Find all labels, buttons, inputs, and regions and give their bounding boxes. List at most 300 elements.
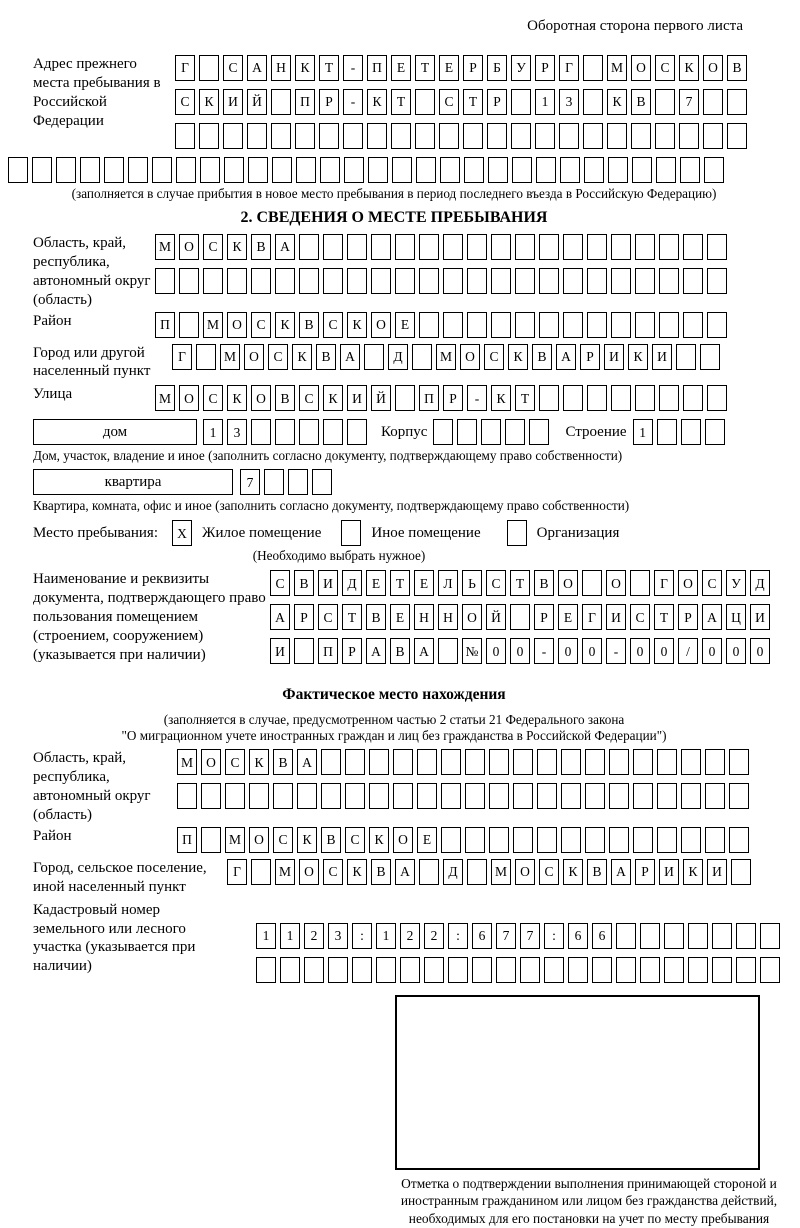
char-cell: К (367, 89, 387, 115)
char-cell: Р (635, 859, 655, 885)
char-cell (731, 859, 751, 885)
char-cell: В (366, 604, 386, 630)
char-cell (587, 312, 607, 338)
char-cell (537, 783, 557, 809)
char-cell (489, 749, 509, 775)
char-cell: 6 (592, 923, 612, 949)
city-label: Город или другой населенный пункт (33, 344, 151, 380)
char-cell (707, 268, 727, 294)
char-cell (585, 827, 605, 853)
char-cell: А (270, 604, 290, 630)
street-row (155, 385, 727, 411)
apartment-note: Квартира, комната, офис и иное (заполнить согласно документу, подтверждающему право собственности) (33, 498, 630, 514)
char-cell (347, 268, 367, 294)
char-cell: 6 (568, 923, 588, 949)
char-cell: 7 (679, 89, 699, 115)
char-cell: М (607, 55, 627, 81)
char-cell: С (323, 312, 343, 338)
char-cell (288, 469, 308, 495)
char-cell (536, 157, 556, 183)
char-cell (703, 123, 723, 149)
char-cell (563, 312, 583, 338)
document-field (33, 570, 765, 672)
stroenie-cells (633, 419, 725, 445)
actual-location-note-1: (заполняется в случае, предусмотренном частью 2 статьи 21 Федерального закона (163, 712, 625, 728)
char-cell: О (371, 312, 391, 338)
char-cell (705, 783, 725, 809)
char-cell (272, 157, 292, 183)
char-cell: 0 (702, 638, 722, 664)
confirmation-stamp-box (395, 995, 760, 1170)
street-field (33, 385, 755, 411)
char-cell: 3 (227, 419, 247, 445)
char-cell: С (655, 55, 675, 81)
char-cell (319, 123, 339, 149)
char-cell (280, 957, 300, 983)
char-cell (657, 827, 677, 853)
char-cell (419, 268, 439, 294)
char-cell (32, 157, 52, 183)
house-row (33, 419, 755, 445)
char-cell: И (652, 344, 672, 370)
char-cell (345, 783, 365, 809)
char-cell: Р (463, 55, 483, 81)
char-cell (412, 344, 432, 370)
char-cell (467, 268, 487, 294)
char-cell (539, 268, 559, 294)
actual-location-note-2: "О миграционном учете иностранных граждан и лиц без гражданства в Российской Федерации") (121, 728, 667, 744)
char-cell (251, 419, 271, 445)
char-cell (467, 312, 487, 338)
char-cell (369, 783, 389, 809)
char-cell: : (544, 923, 564, 949)
char-cell (491, 312, 511, 338)
char-cell (505, 419, 525, 445)
cadastral-rows (223, 901, 780, 991)
char-cell (705, 827, 725, 853)
char-cell (152, 157, 172, 183)
char-cell (635, 312, 655, 338)
char-cell (419, 312, 439, 338)
char-cell (683, 268, 703, 294)
char-cell (441, 827, 461, 853)
char-cell (199, 55, 219, 81)
char-cell (273, 783, 293, 809)
char-cell: 6 (472, 923, 492, 949)
char-cell (176, 157, 196, 183)
char-cell: К (297, 827, 317, 853)
char-cell: Т (510, 570, 530, 596)
char-cell: К (508, 344, 528, 370)
char-cell (700, 344, 720, 370)
char-cell (609, 783, 629, 809)
char-cell (465, 749, 485, 775)
char-cell: М (155, 385, 175, 411)
char-cell (657, 783, 677, 809)
char-cell (736, 957, 756, 983)
actual-region-rows (177, 749, 749, 817)
char-cell: В (534, 570, 554, 596)
char-cell (347, 419, 367, 445)
char-cell (249, 783, 269, 809)
apartment-row (33, 469, 755, 495)
char-cell (655, 89, 675, 115)
char-cell: 2 (400, 923, 420, 949)
char-cell (515, 234, 535, 260)
char-cell (655, 123, 675, 149)
char-cell: Б (487, 55, 507, 81)
house-note: Дом, участок, владение и иное (заполнить согласно документу, подтверждающему право собственности) (33, 448, 623, 464)
other-premises-label: Иное помещение (371, 525, 481, 542)
char-cell: И (707, 859, 727, 885)
char-cell (679, 123, 699, 149)
char-cell: М (155, 234, 175, 260)
char-cell (529, 419, 549, 445)
char-cell: К (323, 385, 343, 411)
char-cell: 1 (203, 419, 223, 445)
char-cell: О (703, 55, 723, 81)
char-cell: О (179, 234, 199, 260)
char-cell: Т (463, 89, 483, 115)
char-cell: 0 (630, 638, 650, 664)
actual-region-row-2 (177, 783, 749, 809)
char-cell (583, 55, 603, 81)
prev-address-note: (заполняется в случае прибытия в новое место пребывания в период последнего въезда в Российскую Федерацию) (71, 186, 717, 201)
organization-checkbox[interactable] (507, 520, 527, 546)
char-cell: В (275, 385, 295, 411)
char-cell (681, 783, 701, 809)
char-cell: Г (654, 570, 674, 596)
char-cell (80, 157, 100, 183)
char-cell (464, 157, 484, 183)
char-cell (433, 419, 453, 445)
char-cell (729, 749, 749, 775)
char-cell: С (175, 89, 195, 115)
apartment-cells (240, 469, 332, 495)
prev-address-rows (175, 55, 747, 157)
page-header-note: Оборотная сторона первого листа (527, 18, 743, 34)
char-cell: 7 (520, 923, 540, 949)
char-cell (491, 268, 511, 294)
char-cell (657, 749, 677, 775)
stay-type-row (33, 520, 755, 546)
char-cell: А (275, 234, 295, 260)
char-cell: В (532, 344, 552, 370)
char-cell (203, 268, 223, 294)
char-cell (440, 157, 460, 183)
char-cell (563, 234, 583, 260)
char-cell (299, 268, 319, 294)
char-cell: Т (515, 385, 535, 411)
char-cell: Г (559, 55, 579, 81)
char-cell (393, 783, 413, 809)
char-cell (705, 419, 725, 445)
char-cell (294, 638, 314, 664)
char-cell: О (515, 859, 535, 885)
char-cell: В (727, 55, 747, 81)
char-cell (296, 157, 316, 183)
char-cell: Г (227, 859, 247, 885)
char-cell: Д (342, 570, 362, 596)
char-cell: С (439, 89, 459, 115)
char-cell: С (630, 604, 650, 630)
char-cell (632, 157, 652, 183)
char-cell (587, 234, 607, 260)
actual-district-row (177, 827, 749, 853)
char-cell: 2 (424, 923, 444, 949)
char-cell: С (299, 385, 319, 411)
char-cell (513, 783, 533, 809)
char-cell (681, 827, 701, 853)
section2-title: 2. СВЕДЕНИЯ О МЕСТЕ ПРЕБЫВАНИЯ (240, 209, 548, 226)
char-cell (441, 783, 461, 809)
char-cell (415, 123, 435, 149)
char-cell (736, 923, 756, 949)
char-cell (443, 234, 463, 260)
actual-region-field (33, 749, 755, 825)
char-cell: О (460, 344, 480, 370)
char-cell: А (366, 638, 386, 664)
char-cell (271, 89, 291, 115)
char-cell: И (750, 604, 770, 630)
actual-region-row-1 (177, 749, 749, 775)
char-cell (155, 268, 175, 294)
char-cell: 0 (726, 638, 746, 664)
char-cell (439, 123, 459, 149)
char-cell (657, 419, 677, 445)
char-cell (584, 157, 604, 183)
char-cell: К (563, 859, 583, 885)
char-cell: А (247, 55, 267, 81)
char-cell: Н (271, 55, 291, 81)
char-cell: № (462, 638, 482, 664)
char-cell (664, 957, 684, 983)
char-cell: М (203, 312, 223, 338)
char-cell: К (491, 385, 511, 411)
char-cell: Т (654, 604, 674, 630)
residential-checkbox[interactable]: X (172, 520, 192, 546)
char-cell (496, 957, 516, 983)
char-cell (177, 783, 197, 809)
document-rows (270, 570, 770, 672)
char-cell: К (607, 89, 627, 115)
char-cell (441, 749, 461, 775)
char-cell (419, 859, 439, 885)
char-cell (561, 783, 581, 809)
char-cell (200, 157, 220, 183)
char-cell (369, 749, 389, 775)
char-cell (563, 268, 583, 294)
char-cell (297, 783, 317, 809)
char-cell: К (369, 827, 389, 853)
char-cell: М (220, 344, 240, 370)
char-cell (515, 312, 535, 338)
other-premises-checkbox[interactable] (341, 520, 361, 546)
stamp-caption: Отметка о подтверждении выполнения принимающей стороной и иностранным гражданином или лицом без гражданства действий, необходимых для его постановки на учет по месту пребывания (400, 1175, 778, 1227)
char-cell: А (702, 604, 722, 630)
char-cell: И (270, 638, 290, 664)
char-cell: Д (443, 859, 463, 885)
char-cell (635, 234, 655, 260)
char-cell: К (295, 55, 315, 81)
char-cell: Е (414, 570, 434, 596)
actual-city-row (227, 859, 751, 885)
char-cell: 0 (486, 638, 506, 664)
char-cell (616, 923, 636, 949)
char-cell: О (606, 570, 626, 596)
char-cell: К (249, 749, 269, 775)
char-cell (256, 957, 276, 983)
cadastral-row-2 (256, 957, 780, 983)
char-cell: : (448, 923, 468, 949)
char-cell (515, 268, 535, 294)
stay-option-organization (507, 520, 620, 546)
house-box: дом (33, 419, 197, 445)
char-cell (299, 419, 319, 445)
city-field (33, 344, 755, 382)
char-cell: Г (582, 604, 602, 630)
char-cell: Е (395, 312, 415, 338)
char-cell: П (367, 55, 387, 81)
char-cell: К (199, 89, 219, 115)
char-cell: М (491, 859, 511, 885)
char-cell (175, 123, 195, 149)
prev-address-row-2 (175, 89, 747, 115)
char-cell: У (726, 570, 746, 596)
char-cell (371, 268, 391, 294)
char-cell: О (393, 827, 413, 853)
char-cell: К (347, 312, 367, 338)
char-cell: Р (294, 604, 314, 630)
char-cell (352, 957, 372, 983)
char-cell (227, 268, 247, 294)
char-cell (635, 385, 655, 411)
char-cell (465, 827, 485, 853)
char-cell: И (606, 604, 626, 630)
char-cell: С (486, 570, 506, 596)
char-cell: 0 (750, 638, 770, 664)
char-cell (583, 123, 603, 149)
char-cell: 0 (558, 638, 578, 664)
char-cell: А (556, 344, 576, 370)
char-cell (582, 570, 602, 596)
char-cell (535, 123, 555, 149)
char-cell: М (177, 749, 197, 775)
char-cell (104, 157, 124, 183)
char-cell (705, 749, 725, 775)
char-cell: О (462, 604, 482, 630)
char-cell (395, 385, 415, 411)
char-cell (611, 234, 631, 260)
prev-address-row-1 (175, 55, 747, 81)
char-cell: И (318, 570, 338, 596)
char-cell (364, 344, 384, 370)
char-cell: В (294, 570, 314, 596)
residential-label: Жилое помещение (202, 525, 322, 542)
char-cell (656, 157, 676, 183)
char-cell: И (604, 344, 624, 370)
char-cell: А (611, 859, 631, 885)
char-cell: 7 (496, 923, 516, 949)
char-cell: С (225, 749, 245, 775)
char-cell: 1 (376, 923, 396, 949)
char-cell: К (679, 55, 699, 81)
char-cell (513, 827, 533, 853)
document-row-2 (270, 604, 770, 630)
char-cell: 1 (280, 923, 300, 949)
char-cell: Р (319, 89, 339, 115)
char-cell (659, 385, 679, 411)
document-row-3 (270, 638, 770, 664)
prev-address-row-3 (175, 123, 747, 149)
char-cell (247, 123, 267, 149)
char-cell: Р (535, 55, 555, 81)
char-cell (8, 157, 28, 183)
char-cell: И (659, 859, 679, 885)
korpus-label: Корпус (381, 424, 428, 441)
char-cell: К (347, 859, 367, 885)
char-cell (630, 570, 650, 596)
char-cell: П (295, 89, 315, 115)
region-row-1 (155, 234, 727, 260)
char-cell (438, 638, 458, 664)
char-cell (467, 859, 487, 885)
char-cell (640, 957, 660, 983)
char-cell (489, 783, 509, 809)
char-cell (609, 827, 629, 853)
char-cell (729, 783, 749, 809)
char-cell: М (436, 344, 456, 370)
char-cell (299, 234, 319, 260)
char-cell: Й (371, 385, 391, 411)
char-cell: П (155, 312, 175, 338)
char-cell (727, 89, 747, 115)
char-cell: Й (486, 604, 506, 630)
actual-city-label: Город, сельское поселение, иной населенный пункт (33, 859, 207, 895)
korpus-cells (433, 419, 549, 445)
char-cell: В (631, 89, 651, 115)
char-cell: Д (388, 344, 408, 370)
char-cell: П (177, 827, 197, 853)
char-cell (511, 89, 531, 115)
char-cell: Е (366, 570, 386, 596)
char-cell: Р (487, 89, 507, 115)
char-cell: Е (439, 55, 459, 81)
char-cell: О (227, 312, 247, 338)
char-cell (633, 783, 653, 809)
char-cell: А (340, 344, 360, 370)
char-cell: С (484, 344, 504, 370)
char-cell (587, 385, 607, 411)
region-row-2 (155, 268, 727, 294)
char-cell: С (270, 570, 290, 596)
char-cell (729, 827, 749, 853)
char-cell: В (390, 638, 410, 664)
char-cell (707, 234, 727, 260)
stay-option-other (341, 520, 480, 546)
char-cell: Т (319, 55, 339, 81)
char-cell (676, 344, 696, 370)
char-cell (616, 957, 636, 983)
char-cell (223, 123, 243, 149)
char-cell: А (297, 749, 317, 775)
char-cell: В (316, 344, 336, 370)
char-cell: 1 (535, 89, 555, 115)
char-cell (561, 749, 581, 775)
organization-label: Организация (536, 525, 620, 542)
char-cell: Е (391, 55, 411, 81)
char-cell: К (683, 859, 703, 885)
